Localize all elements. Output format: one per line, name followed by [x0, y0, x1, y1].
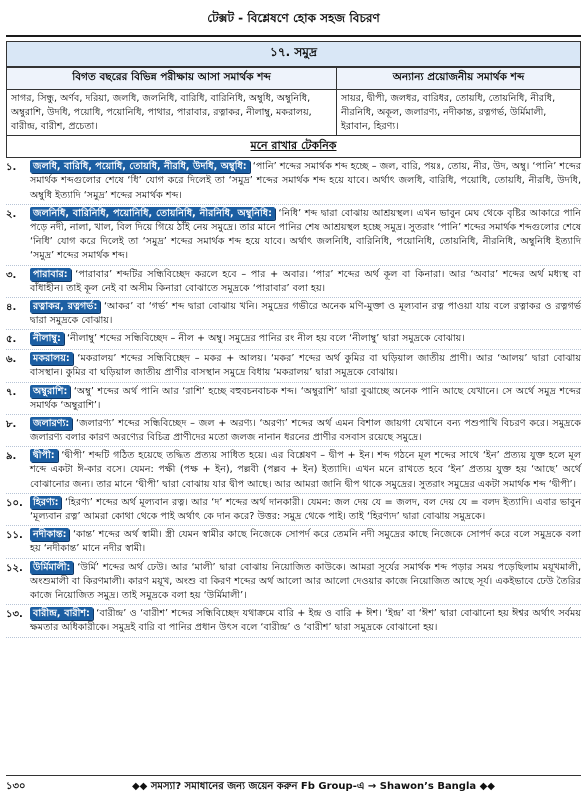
col-exam-synonyms-header: বিগত বছরের বিভিন্ন পরীক্ষায় আসা সমার্থক শব্দ	[7, 68, 337, 90]
tip-item	[6, 158, 581, 205]
tip-explanation: ‘পারাবার’ শব্দটির সন্ধিবিচ্ছেদ করলে হবে – পার + অবার। ‘পার’ শব্দের অর্থ কূল বা কিনারা। আর ‘অবার’ শব্দের অর্থ মধ্যস্থ বা বাঁধাহীন। তাই কূল নেই বা অসীম কিনারা বোঝাতে সমুদ্রকে ‘পারাবার’ বলা হয়।	[30, 268, 581, 294]
tip-keyword-badge: নীলাম্বু:	[30, 332, 64, 345]
tip-body	[30, 561, 581, 604]
tip-number: ১১.	[6, 530, 23, 542]
tip-explanation: ‘জলারণ্য’ শব্দের সন্ধিবিচ্ছেদ – জল + অরণ্য। ‘অরণ্য’ শব্দের অর্থ এমন বিশাল জায়গা যেখানে বন্য পশুপাখি বিচরণ করে। সমুদ্রকে জলারণ্য বলার কারণ অরণ্যের বিচিত্র প্রাণীদের মতো জলজ নানান ধরনের প্রাণীর বসবাস রয়েছে সমুদ্রে।	[30, 417, 581, 444]
tip-body	[30, 300, 581, 328]
tip-keyword-badge: পারাবার:	[30, 268, 71, 281]
tip-explanation: ‘দ্বীপী’ শব্দটি গঠিত হয়েছে তদ্ধিত প্রত্যয় সাধিত হয়ে। এর বিশ্লেষণ – দ্বীপ + ইন। শব্দ গঠনে মূল শব্দের সাথে ‘ইন’ প্রত্যয় যুক্ত হলে মূল শব্দে একটা ঈ-কার বসে। যেমন: পক্ষী (পক্ষ + ইন), পল্লবী (পল্লব + ইন) ইত্যাদি। এখন মনে রাখতে হবে ‘ইন’ প্রত্যয় যুক্ত হয় ‘আছে’ অর্থে বোঝানোর জন্য। তার মানে ‘দ্বীপী’ দ্বারা বোঝায় যার দ্বীপ আছে। আর আমরা জানি দ্বীপ থাকে সমুদ্রের। সুতরাং সমুদ্রের একটা সমার্থক শব্দ ‘দ্বীপী’।	[30, 450, 581, 490]
tip-item	[6, 266, 581, 298]
tip-item	[6, 415, 581, 447]
page-header-title: টেক্সট - বিশ্লেষণে হোক সহজ বিচরণ	[6, 6, 581, 37]
tip-explanation: ‘নিধি’ শব্দ দ্বারা বোঝায় আশ্রয়স্থল। এখন ভাবুন মেঘ থেকে বৃষ্টির আকারে পানি পড়ে নদী, নালা, খাল, বিল দিয়ে গিয়ে ঠাঁই নেয় সমুদ্রে। তার মানে পানির শেষ আশ্রয়স্থল হচ্ছে সমুদ্র। সুতরাং ‘পানি’ শব্দের সমার্থক শব্দগুলোর শেষে ‘নিধি’ যোগ করে দিলেই তা ‘সমুদ্র’ শব্দের সমার্থক শব্দ হয়ে যাবে। অর্থাৎ জলনিধি, বারিনিধি, পয়োনিধি, তোয়নিধি, নীরনিধি, অম্বুনিধি ইত্যাদি ‘সমুদ্র’ শব্দের সমার্থক শব্দ।	[30, 207, 582, 262]
exam-synonyms-cell: সাগর, সিন্ধু, অর্ণব, দরিয়া, জলধি, জলনিধি, বারিধি, বারিনিধি, অম্বুধি, অম্বুনিধি, অম্বুরাশি, উদধি, পয়োধি, পয়োনিধি, পাথার, পারাবার, রত্নাকর, নীলাম্বু, মকরালয়, বারীন্দ্র, বারীশ, প্রচেতা।	[7, 90, 337, 136]
tip-body	[30, 449, 581, 492]
tip-explanation: ‘মকরালয়’ শব্দের সন্ধিবিচ্ছেদ – মকর + আলয়। ‘মকর’ শব্দের অর্থ কুমির বা ঘড়িয়াল জাতীয় প্রাণী। আর ‘আলয়’ দ্বারা বোঝায় বাসস্থান। কুমির বা ঘড়িয়াল জাতীয় প্রাণীর বাসস্থান সমুদ্রে বিধায় ‘মকরালয়’ দ্বারা সমুদ্রকে বোঝায়।	[30, 353, 581, 379]
tip-body	[30, 268, 581, 296]
tip-body	[30, 417, 581, 445]
footer-promo-text: ◆◆ সমস্যা? সমাধানের জন্য জয়েন করুন Fb Group-এ → Shawon’s Bangla ◆◆	[131, 781, 496, 792]
tip-item	[6, 526, 581, 558]
tip-keyword-badge: জলধি, বারিধি, পয়োধি, তোয়ধি, নীরধি, উদধি, অম্বুধি:	[30, 160, 250, 173]
tip-keyword-badge: অম্বুরাশি:	[30, 385, 70, 398]
tip-keyword-badge: মকরালয়:	[30, 352, 73, 365]
tip-number: ৪.	[6, 301, 17, 313]
tip-number: ১.	[6, 162, 17, 174]
tip-number: ৬.	[6, 354, 17, 366]
page-number: ১৩০	[6, 781, 26, 792]
other-synonyms-cell: সায়র, দ্বীপী, জলধর, বারিধর, তোয়ধি, তোয়নিধি, নীরধি, নীরনিধি, অকূল, জলারণ্য, নদীকান্ত, রত্নগর্ভ, উর্মিমালী, ইরাবান, হিরণ্য।	[336, 90, 580, 136]
tip-body	[30, 332, 581, 348]
tip-keyword-badge: উর্মিমালী:	[30, 561, 73, 574]
tip-number: ২.	[6, 208, 17, 220]
tip-number: ৯.	[6, 451, 17, 463]
tip-keyword-badge: জলনিধি, বারিনিধি, পয়োনিধি, তোয়নিধি, নীরনিধি, অম্বুনিধি:	[30, 207, 275, 220]
synonym-table	[6, 67, 581, 136]
tip-explanation: ‘হিরণ্য’ শব্দের অর্থ মূল্যবান রত্ন। আর ‘দ’ শব্দের অর্থ দানকারী। যেমন: জল দেয় যে = জলদ, বল দেয় যে = বলদ ইত্যাদি। এবার ভাবুন ‘মূল্যবান রত্ন’ আমরা কোথা থেকে পাই অর্থাৎ কে দান করে? উত্তর: সমুদ্র থেকে পাই। তাই ‘হিরণ্যদ’ দ্বারা বোঝায় সমুদ্রকে।	[30, 496, 581, 523]
tip-keyword-badge: দ্বীপী:	[30, 449, 58, 462]
tip-explanation: ‘পানি’ শব্দের সমার্থক শব্দ হচ্ছে – জল, বারি, পয়ঃ, তোয়, নীর, উদ, অম্বু। ‘পানি’ শব্দের সমার্থক শব্দগুলোর শেষে ‘ধি’ যোগ করে দিলেই তা ‘সমুদ্র’ শব্দের সমার্থক শব্দ হয়ে যাবে। অর্থাৎ জলধি, বারিধি, পয়োধি, তোয়ধি, নীরধি, উদধি, অম্বুধি ইত্যাদি ‘সমুদ্র’ শব্দের সমার্থক শব্দ।	[30, 161, 581, 201]
tip-explanation: ‘অম্বু’ শব্দের অর্থ পানি আর ‘রাশি’ হচ্ছে বহুবচনবাচক শব্দ। ‘অম্বুরাশি’ দ্বারা বুঝাচ্ছে অনেক পানি আছে যেখানে। সে অর্থে সমুদ্র শব্দের সমার্থক ‘অম্বুরাশি’।	[30, 385, 581, 411]
tip-item	[6, 330, 581, 350]
tip-explanation: ‘উর্মি’ শব্দের অর্থ ঢেউ। আর ‘মালী’ দ্বারা বোঝায় নিয়োজিত কাউকে। আমরা সূর্যের সমার্থক শব্দ পড়ার সময় পড়েছিলাম ময়ূখমালী, অংশুমালী বা কিরণমালী। কারণ ময়ূখ, অংশু বা কিরণ শব্দের অর্থ আলো আর আলো দেওয়ার কাজে নিয়োজিত আছে সূর্য। একইভাবে ঢেউ তৈরির কাজে নিয়োজিত সমুদ্র। তাই সমুদ্রকে বলা হয় ‘উর্মিমালী’।	[30, 561, 581, 601]
section-title: ১৭. সমুদ্র	[6, 41, 581, 67]
tip-item	[6, 298, 581, 330]
col-other-synonyms-header: অন্যান্য প্রয়োজনীয় সমার্থক শব্দ	[336, 68, 580, 90]
tip-body	[30, 207, 581, 264]
tip-number: ৭.	[6, 386, 17, 398]
tip-body	[30, 352, 581, 380]
synonym-table-row	[7, 90, 581, 136]
tip-number: ৫.	[6, 334, 17, 346]
tip-item	[6, 605, 581, 637]
tip-keyword-badge: নদীকান্ত:	[30, 528, 69, 541]
tip-body	[30, 528, 581, 556]
tip-item	[6, 205, 581, 266]
tip-body	[30, 607, 581, 635]
synonym-table-header-row	[7, 68, 581, 90]
tip-body	[30, 385, 581, 413]
tip-keyword-badge: জলারণ্য:	[30, 417, 72, 430]
tip-item	[6, 350, 581, 382]
tip-number: ৩.	[6, 269, 17, 281]
tips-list	[6, 158, 581, 637]
page-footer	[6, 775, 581, 796]
tips-heading: মনে রাখার টেকনিক	[6, 136, 581, 158]
tip-explanation: ‘বারীন্দ্র’ ও ‘বারীশ’ শব্দের সন্ধিবিচ্ছেদ যথাক্রমে বারি + ইন্দ্র ও বারি + ঈশ। ‘ইন্দ্র’ বা ‘ঈশ’ দ্বারা বোঝানো হয় ঈশ্বর অর্থাৎ সর্বময় ক্ষমতার অধিকারীকে। সমুদ্রই বারি বা পানির প্রধান উৎস বলে ‘বারীন্দ্র’ ও ‘বারীশ’ দ্বারা সমুদ্রকে বোঝানো হয়।	[30, 608, 582, 634]
tip-body	[30, 160, 581, 203]
tip-keyword-badge: হিরণ্য:	[30, 496, 61, 509]
tip-explanation: ‘আকর’ বা ‘গর্ভ’ শব্দ দ্বারা বোঝায় খনি। সমুদ্রের গভীরে অনেক মণি-মুক্তা ও মূল্যবান রত্ন পাওয়া যায় বলে রত্নাকর ও রত্নগর্ভ দ্বারা সমুদ্রকে বোঝায়।	[30, 300, 582, 327]
tip-item	[6, 447, 581, 494]
tip-number: ১৩.	[6, 609, 23, 621]
tip-item	[6, 559, 581, 606]
tip-item	[6, 494, 581, 526]
tip-keyword-badge: বারীন্দ্র, বারীশ:	[30, 607, 93, 620]
tip-number: ১২.	[6, 562, 23, 574]
tip-body	[30, 496, 581, 524]
tip-number: ৮.	[6, 418, 17, 430]
tip-explanation: ‘কান্ত’ শব্দের অর্থ স্বামী। স্ত্রী যেমন স্বামীর কাছে নিজেকে সোপর্দ করে তেমনি নদী সমুদ্রের কাছে নিজেকে সোপর্দ করে বলে সমুদ্রকে বলা হয় ‘নদীকান্ত’ মানে নদীর স্বামী।	[30, 529, 581, 555]
tip-explanation: ‘নীলাম্বু’ শব্দের সন্ধিবিচ্ছেদ – নীল + অম্বু। সমুদ্রের পানির রং নীল হয় বলে ‘নীলাম্বু’ দ্বারা সমুদ্রকে বোঝায়।	[63, 333, 465, 345]
tip-keyword-badge: রত্নাকর, রত্নগর্ভ:	[30, 300, 100, 313]
tip-number: ১০.	[6, 497, 23, 509]
tip-item	[6, 383, 581, 415]
